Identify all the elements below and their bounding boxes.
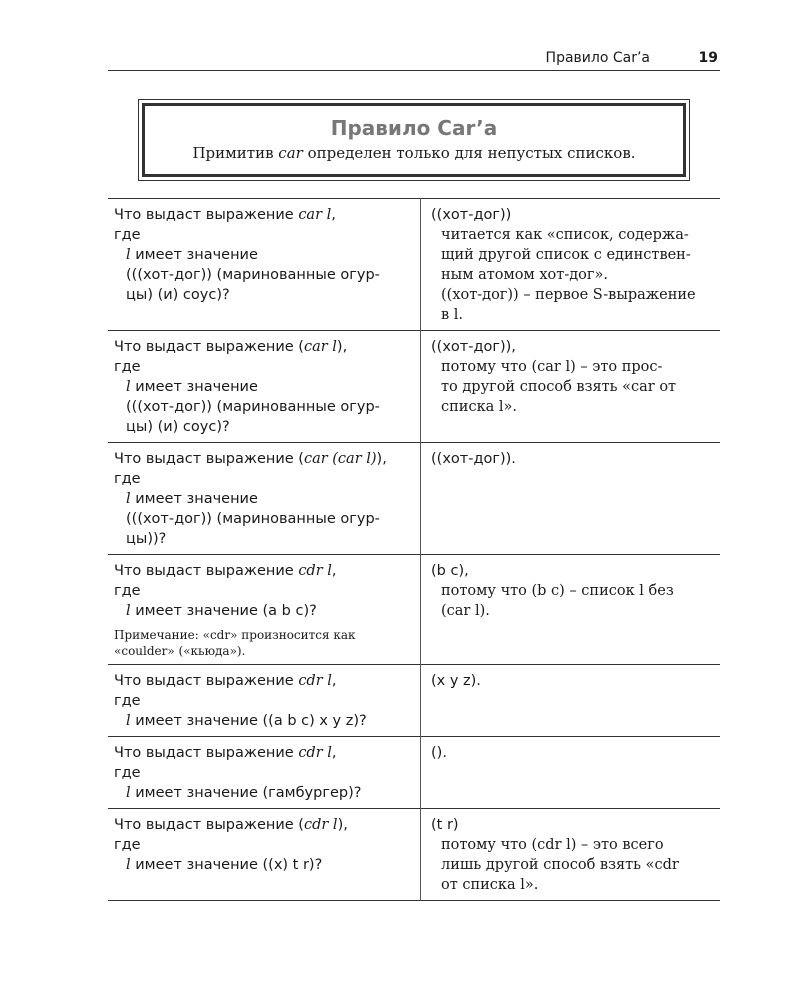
question-line	[114, 743, 416, 763]
question-text: ,	[331, 207, 336, 223]
answer-explanation: потому что (car l) – это прос-	[441, 359, 663, 375]
value-text: (((хот-дог)) (маринованные огур-	[126, 267, 380, 283]
question-line	[114, 671, 416, 691]
question-cell	[108, 665, 421, 737]
value-line	[114, 489, 416, 509]
question-cell	[108, 555, 421, 665]
value-label: имеет значение	[130, 491, 258, 507]
answer-explanation: ((хот-дог)) – первое S-выражение	[441, 287, 696, 303]
value-line	[114, 601, 416, 621]
value-text: цы))?	[126, 531, 167, 547]
rule-text-pre: Примитив	[192, 144, 279, 162]
variable: l	[126, 785, 131, 801]
value-label: имеет значение (a b c)?	[130, 603, 317, 619]
answer-cell	[421, 331, 721, 443]
variable: l	[126, 379, 131, 395]
question-cell	[108, 809, 421, 901]
expression: car l	[303, 339, 337, 355]
table-row	[108, 443, 720, 555]
table-row	[108, 809, 720, 901]
answer-cell	[421, 443, 721, 555]
note: Примечание: «cdr» произносится как «coulder» («кьюда»).	[114, 628, 356, 658]
question-text: ),	[337, 817, 348, 833]
expression: cdr l	[303, 817, 338, 833]
answer-value: (x y z).	[431, 673, 481, 689]
running-header	[108, 50, 720, 71]
where-label: где	[114, 693, 141, 709]
where-label: где	[114, 471, 141, 487]
question-text: ,	[331, 673, 337, 689]
question-text: Что выдаст выражение	[114, 207, 299, 223]
table-row	[108, 737, 720, 809]
value-line	[114, 245, 416, 265]
where-label: где	[114, 837, 141, 853]
question-line	[114, 815, 416, 835]
question-text: Что выдаст выражение	[114, 563, 299, 579]
answer-value: (b c),	[431, 563, 469, 579]
answer-explanation: щий другой список с единствен-	[441, 247, 691, 263]
question-cell	[108, 737, 421, 809]
question-text: Что выдаст выражение (	[114, 339, 304, 355]
table-row	[108, 199, 720, 331]
answer-cell	[421, 555, 721, 665]
expression: cdr l	[298, 673, 332, 689]
table-row	[108, 665, 720, 737]
where-label: где	[114, 583, 141, 599]
question-text: Что выдаст выражение (	[114, 817, 304, 833]
table-row	[108, 555, 720, 665]
answer-cell	[421, 737, 721, 809]
rule-text	[145, 144, 683, 162]
answer-explanation: в l.	[441, 307, 464, 323]
variable: l	[126, 247, 131, 263]
answer-explanation: ным атомом хот-дог».	[441, 267, 608, 283]
answer-value: (t r)	[431, 817, 459, 833]
table-row	[108, 331, 720, 443]
question-text: Что выдаст выражение	[114, 673, 299, 689]
answer-value: ((хот-дог))	[431, 207, 512, 223]
variable: l	[126, 491, 131, 507]
value-line	[114, 855, 416, 875]
answer-cell	[421, 199, 721, 331]
value-line	[114, 711, 416, 731]
value-text: (((хот-дог)) (маринованные огур-	[126, 511, 380, 527]
value-label: имеет значение ((x) t r)?	[130, 857, 323, 873]
answer-explanation: читается как «список, содержа-	[441, 227, 689, 243]
rule-text-post: определен только для непустых списков.	[302, 144, 636, 162]
question-line	[114, 205, 416, 225]
qa-table	[108, 198, 720, 901]
value-label: имеет значение	[130, 247, 258, 263]
value-line	[114, 783, 416, 803]
question-text: Что выдаст выражение	[114, 745, 299, 761]
answer-value: ((хот-дог)),	[431, 339, 516, 355]
value-text: (((хот-дог)) (маринованные огур-	[126, 399, 380, 415]
value-text: цы) (и) соус)?	[126, 419, 230, 435]
running-title: Правило Car’a	[545, 50, 650, 66]
question-cell	[108, 331, 421, 443]
answer-explanation: списка l».	[441, 399, 518, 415]
value-label: имеет значение	[130, 379, 258, 395]
answer-explanation: то другой способ взять «car от	[441, 379, 677, 395]
expression: car (car l)	[303, 451, 377, 467]
question-text: ,	[331, 563, 337, 579]
answer-value: ((хот-дог)).	[431, 451, 516, 467]
question-text: ),	[376, 451, 387, 467]
answer-explanation: потому что (cdr l) – это всего	[441, 837, 664, 853]
expression: cdr l	[298, 745, 332, 761]
rule-title: Правило Car’a	[330, 116, 498, 140]
variable: l	[126, 603, 131, 619]
answer-explanation: лишь другой способ взять «cdr	[441, 857, 679, 873]
value-label: имеет значение ((a b c) x y z)?	[130, 713, 367, 729]
where-label: где	[114, 359, 141, 375]
value-text: цы) (и) соус)?	[126, 287, 230, 303]
value-label: имеет значение (гамбургер)?	[130, 785, 362, 801]
question-text: Что выдаст выражение (	[114, 451, 304, 467]
question-line	[114, 561, 416, 581]
expression: cdr l	[298, 563, 332, 579]
expression: car l	[298, 207, 332, 223]
variable: l	[126, 857, 131, 873]
rule-box-inner	[142, 103, 686, 177]
page-number: 19	[698, 50, 718, 66]
question-text: ),	[336, 339, 348, 355]
answer-explanation: потому что (b c) – список l без	[441, 583, 674, 599]
answer-explanation: от списка l».	[441, 877, 539, 893]
answer-cell	[421, 809, 721, 901]
question-line	[114, 337, 416, 357]
question-cell	[108, 199, 421, 331]
question-cell	[108, 443, 421, 555]
answer-value: ().	[431, 745, 447, 761]
rule-box	[138, 99, 690, 181]
variable: l	[126, 713, 131, 729]
answer-explanation: (car l).	[441, 603, 490, 619]
question-line	[114, 449, 416, 469]
answer-cell	[421, 665, 721, 737]
value-line	[114, 377, 416, 397]
where-label: где	[114, 227, 141, 243]
where-label: где	[114, 765, 141, 781]
rule-text-term: car	[278, 144, 303, 162]
question-text: ,	[331, 745, 337, 761]
